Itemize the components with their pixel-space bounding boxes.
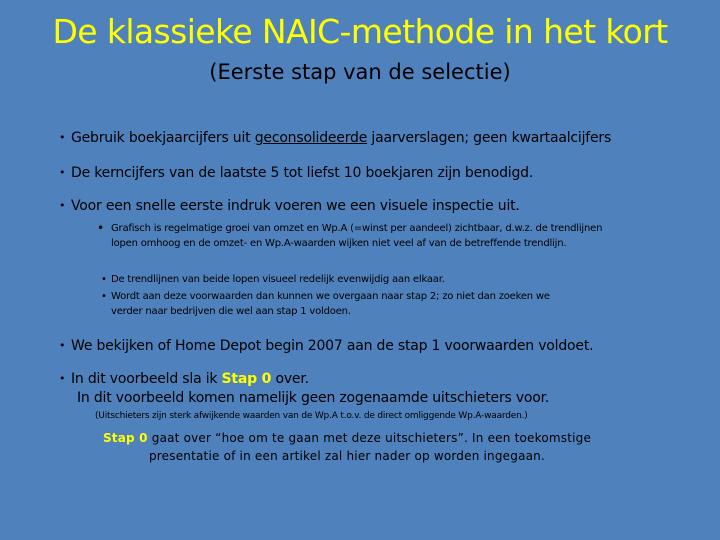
slide-title: De klassieke NAIC-methode in het kort bbox=[52, 12, 668, 51]
bullet-visual-inspection: • Voor een snelle eerste indruk voeren we een visuele inspectie uit. bbox=[59, 198, 520, 214]
bullet-key-figures: • De kerncijfers van de laatste 5 tot liefst 10 boekjaren zijn benodigd. bbox=[59, 165, 534, 181]
step0-explanation: Stap 0 gaat over “hoe om te gaan met deze uitschieters”. In een toekomstige presentatie of in een artikel zal hier nader op worden ingegaan. bbox=[102, 431, 592, 463]
bullet-dot: • bbox=[59, 166, 66, 179]
outliers-note: (Uitschieters zijn sterk afwijkende waarden van de Wp.A t.o.v. de direct omliggende Wp.A-waarden.) bbox=[95, 411, 528, 421]
underlined-text: geconsolideerde bbox=[254, 130, 368, 146]
step0-highlight: Stap 0 bbox=[102, 431, 148, 445]
no-outliers-text: In dit voorbeeld komen namelijk geen zogenaamde uitschieters voor. bbox=[77, 390, 550, 406]
bullet-skip-step0: • In dit voorbeeld sla ik Stap 0 over. bbox=[59, 371, 309, 387]
sub-bullet-conditions: • Wordt aan deze voorwaarden dan kunnen we overgaan naar stap 2; zo niet dan zoeken we verder naar bedrijven die wel aan stap 1 voldoen. bbox=[101, 291, 550, 317]
bullet-dot: • bbox=[59, 372, 66, 385]
bullet-dot: • bbox=[101, 291, 107, 302]
sub-bullet-parallel: • De trendlijnen van beide lopen visueel redelijk evenwijdig aan elkaar. bbox=[101, 274, 445, 285]
sub-bullet-growth: • Grafisch is regelmatige groei van omzet en Wp.A (=winst per aandeel) zichtbaar, d.w.z. de trendlijnen lopen omhoog en de omzet- en Wp.A-waarden wijken niet veel af van de betreffende trendlijn. bbox=[97, 221, 603, 249]
bullet-consolidated-figures: • Gebruik boekjaarcijfers uit geconsolideerde jaarverslagen; geen kwartaalcijfers bbox=[59, 130, 612, 146]
step0-highlight: Stap 0 bbox=[221, 371, 272, 387]
bullet-dot: • bbox=[97, 221, 104, 235]
bullet-dot: • bbox=[101, 274, 107, 285]
bullet-dot: • bbox=[59, 339, 66, 352]
bullet-dot: • bbox=[59, 131, 66, 144]
bullet-home-depot: • We bekijken of Home Depot begin 2007 aan de stap 1 voorwaarden voldoet. bbox=[59, 338, 594, 354]
slide-subtitle: (Eerste stap van de selectie) bbox=[209, 60, 511, 84]
bullet-dot: • bbox=[59, 199, 66, 212]
